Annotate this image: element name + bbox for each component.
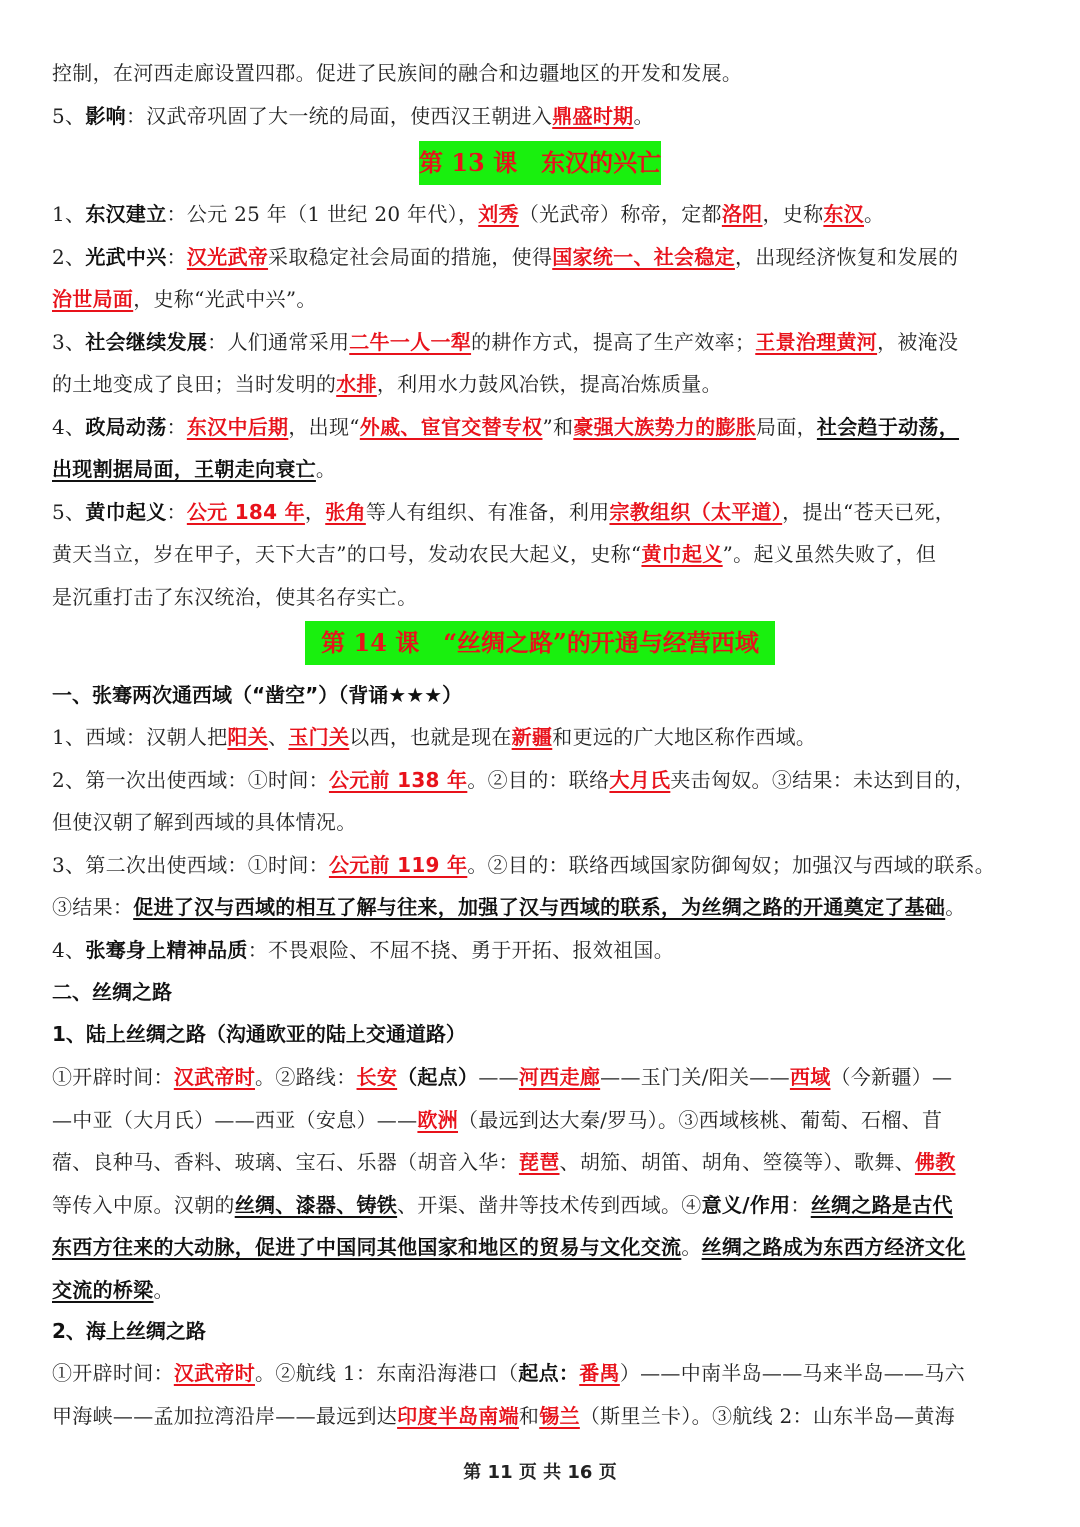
text-line <box>52 1395 1032 1438</box>
key-term: 汉光武帝 <box>186 244 269 269</box>
section-heading-silk-road: 二、丝绸之路 <box>52 980 172 1004</box>
body-text: （最远到达大秦/罗马）。③西域核桃、葡萄、石榴、苜 <box>458 1107 943 1132</box>
body-text: ——玉门关/阳关—— <box>600 1065 790 1089</box>
key-term: 外戚、宦官交替专权 <box>359 414 543 439</box>
text-line <box>52 1352 1032 1395</box>
bold-label: （起点） <box>397 1065 479 1089</box>
body-text: —中亚（大月氏）——西亚（安息）—— <box>52 1107 418 1132</box>
text-line <box>52 1141 1032 1184</box>
body-text: ，被淹没 <box>877 329 959 354</box>
body-text: 黄天当立，岁在甲子，天下大吉”的口号，发动农民大起义，史称“ <box>52 542 642 566</box>
body-text: ：公元 25 年（1 世纪 20 年代）， <box>166 202 479 226</box>
text-line <box>52 1056 1032 1099</box>
key-term: 黄巾起义 <box>641 542 723 566</box>
text-line <box>52 52 1032 95</box>
key-term: 汉武帝时 <box>173 1065 256 1089</box>
underlined-text: 丝绸、漆器、铸铁 <box>234 1192 398 1217</box>
body-text: 2、 <box>52 244 86 269</box>
bold-label: 政局动荡 <box>85 414 167 439</box>
text-line <box>52 95 1032 138</box>
text-line <box>52 1099 1032 1142</box>
key-term: 刘秀 <box>478 202 519 226</box>
bold-label: 黄巾起义 <box>85 499 167 524</box>
key-term: 河西走廊 <box>518 1065 601 1089</box>
text-line <box>52 716 1032 759</box>
key-term: 印度半岛南端 <box>397 1403 519 1428</box>
key-term: 锡兰 <box>539 1403 580 1428</box>
bold-label: 东汉建立 <box>85 202 167 226</box>
text-line <box>52 1269 1032 1312</box>
body-text: ”。起义虽然失败了，但 <box>722 542 937 566</box>
text-line <box>52 363 1032 406</box>
text-line <box>52 576 1032 619</box>
key-term: 东汉 <box>823 202 864 226</box>
body-text: ，利用水力鼓风冶铁，提高冶炼质量。 <box>376 372 722 396</box>
section-heading-land-route: 1、陆上丝绸之路（沟通欧亚的陆上交通道路） <box>52 1022 466 1046</box>
bold-label: 张骞身上精神品质 <box>85 937 248 962</box>
body-text: （斯里兰卡）。③航线 2：山东半岛—黄海 <box>579 1403 955 1428</box>
underlined-text: 交流的桥梁 <box>52 1277 154 1302</box>
underlined-text: 东西方往来的大动脉，促进了中国同其他国家和地区的贸易与文化交流 <box>52 1235 682 1259</box>
body-text: 。 <box>153 1277 174 1302</box>
lesson-14-heading: 第 14 课 “丝绸之路”的开通与经营西域 <box>305 621 775 665</box>
text-line <box>52 321 1032 364</box>
key-term: 宗教组织（太平道） <box>609 499 783 524</box>
text-line <box>52 801 1032 844</box>
body-text: 是沉重打击了东汉统治，使其名存实亡。 <box>52 584 418 609</box>
body-text: 。 <box>863 202 885 226</box>
key-term: 佛教 <box>914 1150 956 1174</box>
body-text: ：人们通常采用 <box>207 329 350 354</box>
key-term: 公元前 138 年 <box>328 767 468 792</box>
body-text: 、开渠、凿井等技术传到西域。④ <box>397 1192 702 1217</box>
key-term: 汉武帝时 <box>173 1361 256 1385</box>
body-text: ：汉武帝巩固了大一统的局面，使西汉王朝进入 <box>125 103 553 128</box>
bold-label: 社会继续发展 <box>85 329 208 354</box>
body-text: ①开辟时间： <box>52 1065 174 1089</box>
bold-label: 起点： <box>518 1361 580 1385</box>
key-term: 鼎盛时期 <box>552 103 634 128</box>
body-text: 4、 <box>52 414 86 439</box>
body-text: 5、 <box>52 499 86 524</box>
body-text: 等人有组织、有准备，利用 <box>365 499 610 524</box>
body-text: ：不畏艰险、不屈不挠、勇于开拓、报效祖国。 <box>247 937 675 962</box>
body-text: ”和 <box>542 414 574 439</box>
body-text: ： <box>166 499 187 524</box>
body-text: ①开辟时间： <box>52 1361 174 1385</box>
underlined-text: 丝绸之路成为东西方经济文化 <box>701 1235 966 1259</box>
section-heading-zhangqian: 一、张骞两次通西域（“凿空”）（背诵★★★） <box>52 683 463 707</box>
text-line <box>52 491 1032 534</box>
body-text: ，史称“光武中兴”。 <box>133 287 317 311</box>
text-line <box>52 533 1032 576</box>
body-text: 。 <box>633 103 654 128</box>
key-term: 治世局面 <box>52 287 134 311</box>
body-text: 蓿、良种马、香料、玻璃、宝石、乐器（胡音入华： <box>52 1150 519 1174</box>
key-term: 长安 <box>356 1065 398 1089</box>
text-line <box>52 886 1032 929</box>
text-line <box>52 844 1032 887</box>
key-term: 新疆 <box>511 725 553 749</box>
body-text: 以西，也就是现在 <box>349 725 512 749</box>
bold-label: 意义/作用 <box>701 1192 791 1217</box>
body-text: ，出现“ <box>288 414 360 439</box>
text-line <box>52 1184 1032 1227</box>
lesson-13-body <box>52 193 1032 618</box>
body-text: ： <box>166 414 187 439</box>
body-text: 2、第一次出使西域：①时间： <box>52 767 329 792</box>
body-text: （光武帝）称帝，定都 <box>518 202 722 226</box>
underlined-text: 出现割据局面，王朝走向衰亡 <box>52 457 316 481</box>
body-text: 。②路线： <box>255 1065 357 1089</box>
section-heading-sea-route: 2、海上丝绸之路 <box>52 1319 206 1343</box>
body-text: 甲海峡——孟加拉湾沿岸——最远到达 <box>52 1403 398 1428</box>
lesson-13-heading: 第 13 课 东汉的兴亡 <box>419 141 661 185</box>
body-text: 和 <box>518 1403 540 1428</box>
text-line <box>52 1226 1032 1269</box>
key-term: 公元 184 年 <box>186 499 305 524</box>
body-text: 但使汉朝了解到西域的具体情况。 <box>52 810 357 834</box>
key-term: 王景治理黄河 <box>755 329 878 354</box>
text-line <box>52 406 1032 449</box>
key-term: 水排 <box>336 372 377 396</box>
body-text: 的土地变成了良田；当时发明的 <box>52 372 337 396</box>
text-line <box>52 278 1032 321</box>
body-text: 。 <box>315 457 337 481</box>
bold-label: 影响 <box>85 103 126 128</box>
body-text: ： <box>790 1192 811 1217</box>
key-term: 大月氏 <box>609 767 671 792</box>
body-text: 局面， <box>756 414 817 439</box>
body-text: ，史称 <box>762 202 824 226</box>
text-line <box>52 448 1032 491</box>
key-term: 张角 <box>325 499 366 524</box>
body-text: ，出现经济恢复和发展的 <box>734 244 959 269</box>
key-term: 东汉中后期 <box>186 414 289 439</box>
sea-silk-road-body <box>52 1352 1032 1437</box>
body-text: 、胡笳、胡笛、胡角、箜篌等）、歌舞、 <box>559 1150 915 1174</box>
body-text: ）——中南半岛——马来半岛——马六 <box>619 1361 965 1385</box>
body-text: 4、 <box>52 937 86 962</box>
body-text: 等传入中原。汉朝的 <box>52 1192 235 1217</box>
key-term: 国家统一、社会稳定 <box>552 244 735 269</box>
body-text: ， <box>304 499 326 524</box>
body-text: 1、西域：汉朝人把 <box>52 725 228 749</box>
text-line <box>52 236 1032 279</box>
paragraph-intro <box>52 52 1032 137</box>
body-text: 1、 <box>52 202 86 226</box>
body-text: ，提出“苍天已死， <box>782 499 956 524</box>
body-text: —— <box>478 1065 519 1089</box>
text-line <box>52 759 1032 802</box>
body-text: 、 <box>268 725 289 749</box>
key-term: 琵琶 <box>518 1150 560 1174</box>
page-footer: 第 11 页 共 16 页 <box>463 1462 617 1483</box>
lesson-14-part-1 <box>52 716 1032 971</box>
key-term: 洛阳 <box>721 202 763 226</box>
body-text: 采取稳定社会局面的措施，使得 <box>268 244 553 269</box>
bold-label: 光武中兴 <box>85 244 167 269</box>
body-text: 5、 <box>52 103 86 128</box>
body-text: （今新疆）— <box>830 1065 953 1089</box>
body-text: 和更远的广大地区称作西域。 <box>552 725 817 749</box>
key-term: 玉门关 <box>288 725 350 749</box>
body-text: 3、 <box>52 329 86 354</box>
body-text: 。②目的：联络 <box>467 767 610 792</box>
body-text: 控制，在河西走廊设置四郡。促进了民族间的融合和边疆地区的开发和发展。 <box>52 61 743 85</box>
underlined-text: 促进了汉与西域的相互了解与往来，加强了汉与西域的联系，为丝绸之路的开通奠定了基础 <box>133 895 946 919</box>
text-line <box>52 929 1032 972</box>
body-text: 的耕作方式，提高了生产效率； <box>471 329 756 354</box>
body-text: 。②航线 1：东南沿海港口（ <box>255 1361 519 1385</box>
body-text: 。 <box>945 895 966 919</box>
key-term: 番禺 <box>579 1361 620 1385</box>
underlined-text: 丝绸之路是古代 <box>810 1192 953 1217</box>
text-line <box>52 193 1032 236</box>
body-text: ： <box>166 244 187 269</box>
key-term: 阳关 <box>227 725 269 749</box>
land-silk-road-body <box>52 1056 1032 1311</box>
key-term: 公元前 119 年 <box>328 852 468 877</box>
key-term: 西域 <box>789 1065 831 1089</box>
body-text: 。②目的：联络西域国家防御匈奴；加强汉与西域的联系。 <box>467 852 996 877</box>
underlined-text: 社会趋于动荡， <box>816 414 960 439</box>
body-text: 3、第二次出使西域：①时间： <box>52 852 329 877</box>
body-text: 。 <box>681 1235 702 1259</box>
body-text: ③结果： <box>52 895 134 919</box>
key-term: 欧洲 <box>417 1107 459 1132</box>
key-term: 二牛一人一犁 <box>349 329 472 354</box>
key-term: 豪强大族势力的膨胀 <box>573 414 757 439</box>
body-text: 夹击匈奴。③结果：未达到目的， <box>670 767 975 792</box>
